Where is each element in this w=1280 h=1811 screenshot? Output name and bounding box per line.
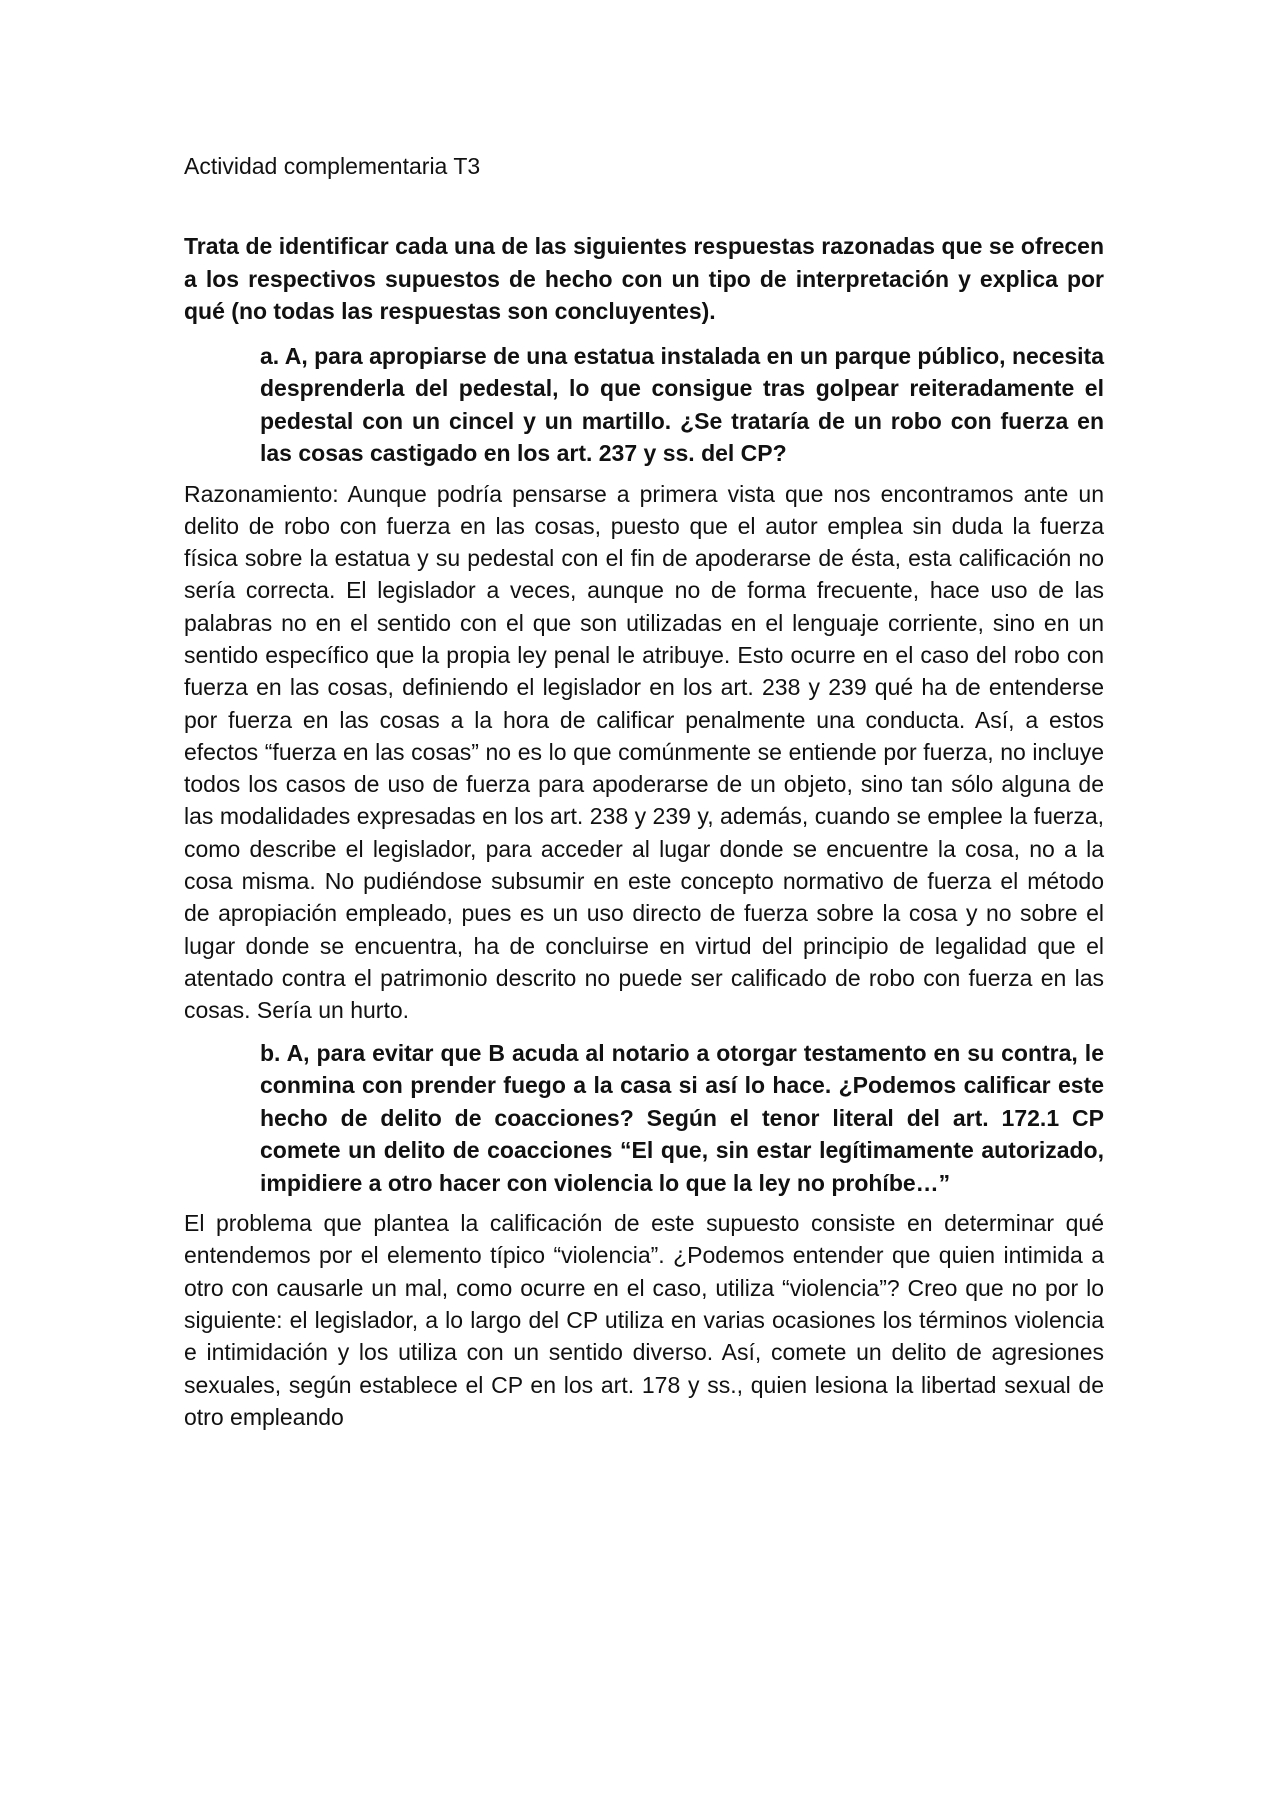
document-title: Actividad complementaria T3 <box>184 153 481 179</box>
question-b: b. A, para evitar que B acuda al notario a otorgar testamento en su contra, le conmina con prender fuego a la casa si así lo hace. ¿Podemos calificar este hecho de delito de coacciones? Según el tenor literal del art. 172.1 CP comete un delito de coacciones “El que, sin estar legítimamente autorizado, impidiere a otro hacer con violencia lo que la ley no prohíbe…” <box>260 1039 1104 1196</box>
answer-b: El problema que plantea la calificación de este supuesto consiste en determinar qué entendemos por el elemento típico “violencia”. ¿Podemos entender que quien intimida a otro con causarle un mal, como ocurre en el caso, utiliza “violencia”? Creo que no por lo siguiente: el legislador, a lo largo del CP utiliza en varias ocasiones los términos violencia e intimidación y los utiliza con un sentido diverso. Así, comete un delito de agresiones sexuales, según establece el CP en los art. 178 y ss., quien lesiona la libertad sexual de otro empleando <box>184 1210 1104 1430</box>
answer-a: Razonamiento: Aunque podría pensarse a primera vista que nos encontramos ante un delito de robo con fuerza en las cosas, puesto que el autor emplea sin duda la fuerza física sobre la estatua y su pedestal con el fin de apoderarse de ésta, esta calificación no sería correcta. El legislador a veces, aunque no de forma frecuente, hace uso de las palabras no en el sentido con el que son utilizadas en el lenguaje corriente, sino en un sentido específico que la propia ley penal le atribuye. Esto ocurre en el caso del robo con fuerza en las cosas, definiendo el legislador en los art. 238 y 239 qué ha de entenderse por fuerza en las cosas a la hora de calificar penalmente una conducta. Así, a estos efectos “fuerza en las cosas” no es lo que comúnmente se entiende por fuerza, no incluye todos los casos de uso de fuerza para apoderarse de un objeto, sino tan sólo alguna de las modalidades expresadas en los art. 238 y 239 y, además, cuando se emplee la fuerza, como describe el legislador, para acceder al lugar donde se encuentre la cosa, no a la cosa misma. No pudiéndose subsumir en este concepto normativo de fuerza el método de apropiación empleado, pues es un uso directo de fuerza sobre la cosa y no sobre el lugar donde se encuentra, ha de concluirse en virtud del principio de legalidad que el atentado contra el patrimonio descrito no puede ser calificado de robo con fuerza en las cosas. Sería un hurto. <box>184 480 1104 1024</box>
document-page <box>184 150 1104 1443</box>
instructions-paragraph: Trata de identificar cada una de las siguientes respuestas razonadas que se ofrecen a los respectivos supuestos de hecho con un tipo de interpretación y explica por qué (no todas las respuestas son concluyentes). <box>184 233 1104 324</box>
question-a: a. A, para apropiarse de una estatua instalada en un parque público, necesita desprenderla del pedestal, lo que consigue tras golpear reiteradamente el pedestal con un cincel y un martillo. ¿Se trataría de un robo con fuerza en las cosas castigado en los art. 237 y ss. del CP? <box>260 342 1105 466</box>
